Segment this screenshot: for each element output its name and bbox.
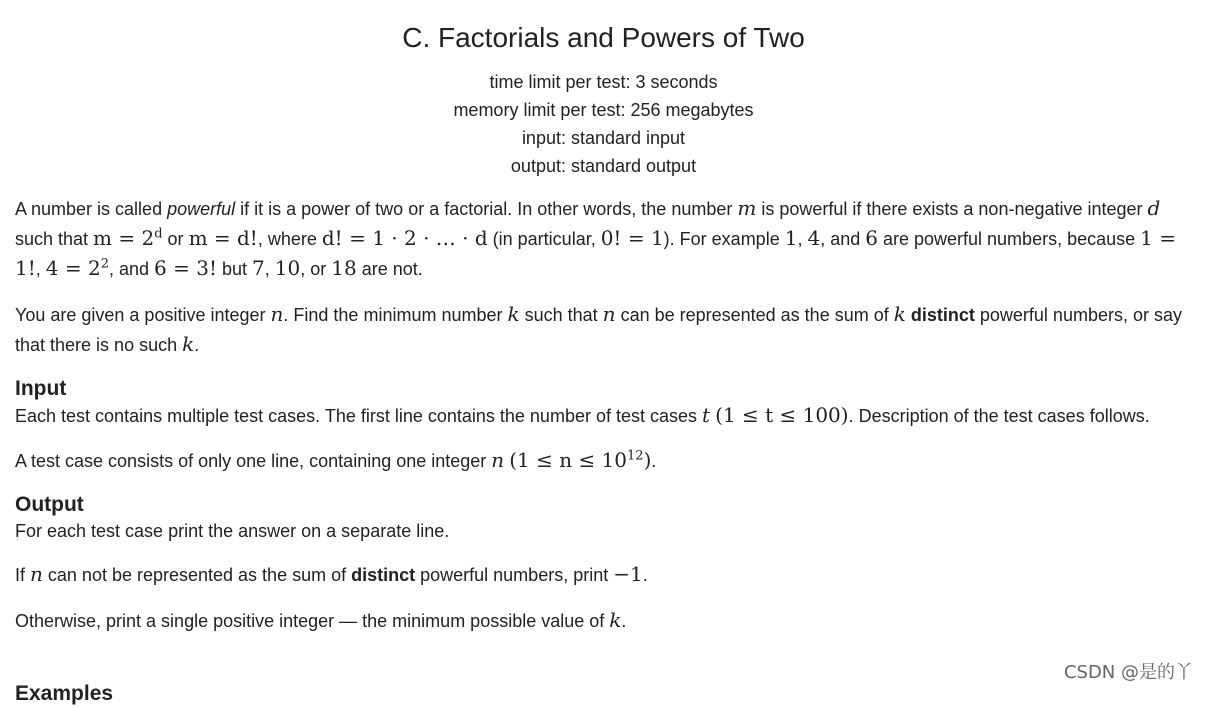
input-paragraph-2: A test case consists of only one line, containing one integer n $(1 \le n \le 10^{12})$. — [15, 448, 657, 472]
memory-limit: memory limit per test: 256 megabytes — [453, 100, 754, 120]
input-paragraph-1: Each test contains multiple test cases. The first line contains the number of test cases t (1 ≤ t ≤ 100). Description of the test cases follows. — [15, 403, 1150, 427]
input-spec: input: standard input — [521, 128, 686, 148]
distinct-term: distinct — [910, 305, 975, 325]
statement-paragraph-1: A number is called powerful if it is a power of two or a factorial. In other words, the number m is powerful if there exists a non-negative integer d such that $m = 2^d$ or m = d!, where d! = 1 · 2 · … · d (in particular, 0! = 1). For example 1, 4, and 6 are powerful numbers, because 1 = 1!, $4 = 2^2$, and 6 = 3! but 7, 10, or 18 are not. — [15, 196, 1176, 280]
problem-body — [15, 194, 1192, 652]
output-paragraph-2: If n can not be represented as the sum of distinct powerful numbers, print −1. — [15, 562, 648, 586]
output-heading: Output — [15, 493, 84, 516]
problem-title: C. Factorials and Powers of Two — [402, 22, 805, 53]
problem-limits — [0, 68, 1207, 180]
statement-paragraph-2: You are given a positive integer n. Find the minimum number k such that n can be represented as the sum of k distinct powerful numbers, or say that there is no such k. — [15, 302, 1182, 356]
formula-power: $m = 2^d$ — [93, 226, 163, 250]
input-heading: Input — [15, 377, 67, 400]
time-limit: time limit per test: 3 seconds — [489, 72, 718, 92]
distinct-term-output: distinct — [351, 565, 416, 585]
output-paragraph-3: Otherwise, print a single positive integer — the minimum possible value of k. — [15, 608, 627, 632]
powerful-term: powerful — [167, 199, 236, 219]
watermark: CSDN @是的丫 — [1063, 662, 1193, 683]
output-spec: output: standard output — [510, 156, 697, 176]
formula-factorial-def: d! = 1 · 2 · … · d — [321, 226, 488, 250]
output-paragraph-1: For each test case print the answer on a separate line. — [15, 521, 450, 541]
examples-heading: Examples — [15, 682, 114, 705]
formula-factorial: m = d! — [188, 226, 258, 250]
